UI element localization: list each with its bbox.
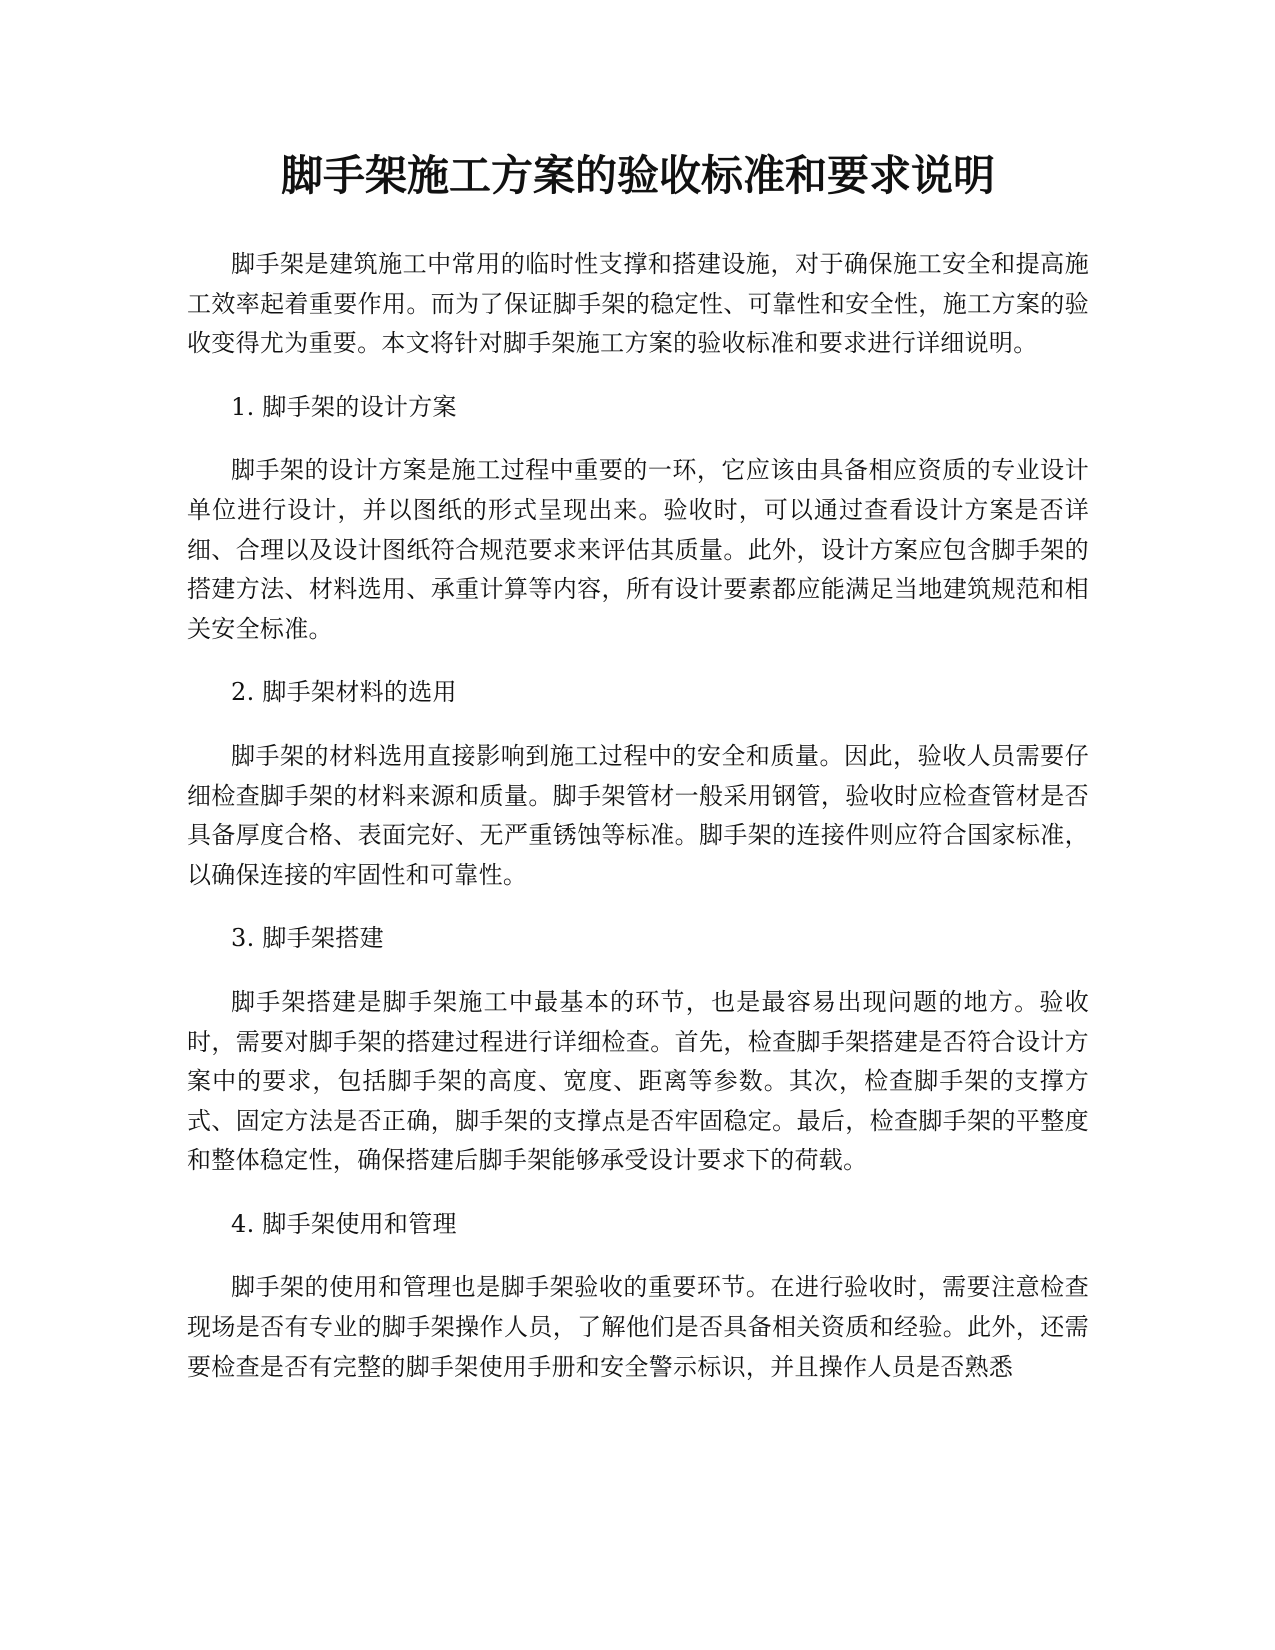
- section-heading-materials: 2. 脚手架材料的选用: [231, 678, 457, 707]
- spacer: [187, 427, 1089, 451]
- section-body-usage: 脚手架的使用和管理也是脚手架验收的重要环节。在进行验收时，需要注意检查现场是否有专业的脚手架操作人员，了解他们是否具备相关资质和经验。此外，还需要检查是否有完整的脚手架使用手册和安全警示标识，并且操作人员是否熟悉: [187, 1273, 1089, 1381]
- title-spacer: [187, 208, 1089, 245]
- document-title: 脚手架施工方案的验收标准和要求说明: [280, 151, 995, 200]
- spacer: [187, 649, 1089, 673]
- document-content: [187, 144, 1089, 1387]
- section-heading-erection: 3. 脚手架搭建: [231, 924, 384, 953]
- section-body-design: 脚手架的设计方案是施工过程中重要的一环，它应该由具备相应资质的专业设计单位进行设计，并以图纸的形式呈现出来。验收时，可以通过查看设计方案是否详细、合理以及设计图纸符合规范要求来评估其质量。此外，设计方案应包含脚手架的搭建方法、材料选用、承重计算等内容，所有设计要素都应能满足当地建筑规范和相关安全标准。: [187, 456, 1089, 643]
- spacer: [187, 959, 1089, 983]
- spacer: [187, 895, 1089, 919]
- section-heading-usage: 4. 脚手架使用和管理: [231, 1209, 457, 1238]
- spacer: [187, 713, 1089, 737]
- spacer: [187, 1181, 1089, 1205]
- section-body-materials: 脚手架的材料选用直接影响到施工过程中的安全和质量。因此，验收人员需要仔细检查脚手架的材料来源和质量。脚手架管材一般采用钢管，验收时应检查管材是否具备厚度合格、表面完好、无严重锈蚀等标准。脚手架的连接件则应符合国家标准，以确保连接的牢固性和可靠性。: [187, 741, 1089, 889]
- intro-paragraph: 脚手架是建筑施工中常用的临时性支撑和搭建设施，对于确保施工安全和提高施工效率起着重要作用。而为了保证脚手架的稳定性、可靠性和安全性，施工方案的验收变得尤为重要。本文将针对脚手架施工方案的验收标准和要求进行详细说明。: [187, 250, 1089, 358]
- spacer: [187, 364, 1089, 388]
- spacer: [187, 1244, 1089, 1268]
- section-heading-design: 1. 脚手架的设计方案: [231, 392, 457, 421]
- section-body-erection: 脚手架搭建是脚手架施工中最基本的环节，也是最容易出现问题的地方。验收时，需要对脚手架的搭建过程进行详细检查。首先，检查脚手架搭建是否符合设计方案中的要求，包括脚手架的高度、宽度、距离等参数。其次，检查脚手架的支撑方式、固定方法是否正确，脚手架的支撑点是否牢固稳定。最后，检查脚手架的平整度和整体稳定性，确保搭建后脚手架能够承受设计要求下的荷载。: [187, 987, 1089, 1175]
